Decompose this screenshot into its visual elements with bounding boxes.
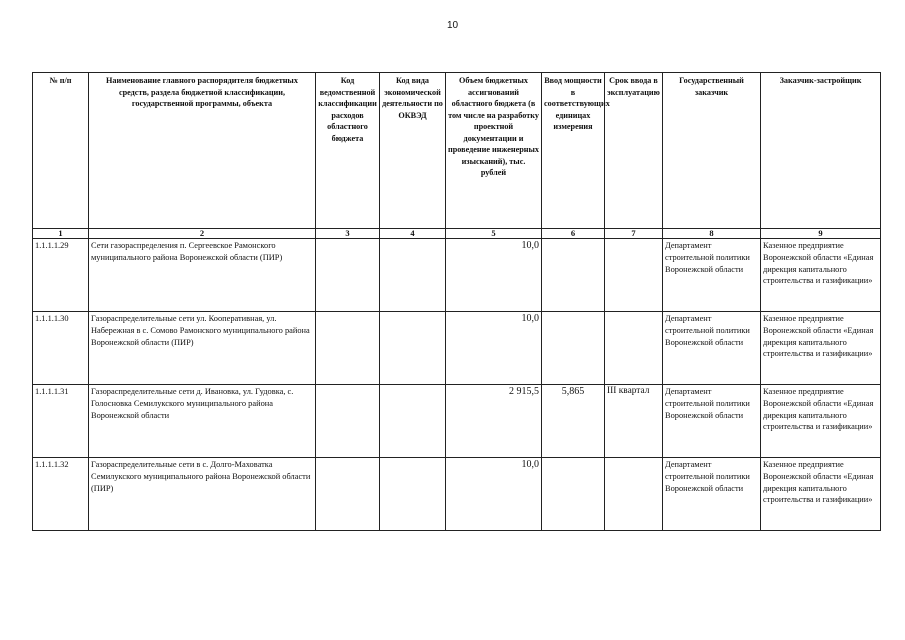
capacity: 5,865 [542, 385, 605, 458]
dept-code [316, 312, 380, 385]
budget-table [32, 72, 881, 531]
header-col-name: Наименование главного распорядителя бюджетных средств, раздела бюджетной классификации, государственной программы, объекта [89, 73, 316, 229]
table-row [33, 385, 881, 458]
okved-code [380, 312, 446, 385]
row-number: 1.1.1.1.32 [33, 458, 89, 531]
table-row [33, 458, 881, 531]
header-col-term: Срок ввода в эксплуатацию [605, 73, 663, 229]
header-row [33, 73, 881, 229]
header-col-num: № п/п [33, 73, 89, 229]
okved-code [380, 458, 446, 531]
row-number: 1.1.1.1.31 [33, 385, 89, 458]
okved-code [380, 239, 446, 312]
state-customer: Департамент строительной политики Воронежской области [663, 385, 761, 458]
commission-term [605, 458, 663, 531]
dept-code [316, 458, 380, 531]
okved-code [380, 385, 446, 458]
dept-code [316, 385, 380, 458]
column-number: 3 [316, 229, 380, 239]
dept-code [316, 239, 380, 312]
table-row [33, 239, 881, 312]
column-number: 5 [446, 229, 542, 239]
state-customer: Департамент строительной политики Воронежской области [663, 239, 761, 312]
commission-term [605, 239, 663, 312]
row-number: 1.1.1.1.29 [33, 239, 89, 312]
column-number: 1 [33, 229, 89, 239]
commission-term [605, 312, 663, 385]
state-customer: Департамент строительной политики Воронежской области [663, 312, 761, 385]
header-col-okved: Код вида экономической деятельности по ОКВЭД [380, 73, 446, 229]
column-number: 7 [605, 229, 663, 239]
page-number: 10 [446, 20, 459, 31]
budget-volume: 10,0 [446, 239, 542, 312]
object-name: Газораспределительные сети ул. Кооперативная, ул. Набережная в с. Сомово Рамонского муниципального района Воронежской области (ПИР) [89, 312, 316, 385]
budget-volume: 10,0 [446, 458, 542, 531]
developer: Казенное предприятие Воронежской области «Единая дирекция капитального строительства и газификации» [761, 458, 881, 531]
column-number: 8 [663, 229, 761, 239]
row-number: 1.1.1.1.30 [33, 312, 89, 385]
object-name: Газораспределительные сети д. Ивановка, ул. Гудовка, с. Голосновка Семилукского муниципального района Воронежской области [89, 385, 316, 458]
commission-term: III квартал [605, 385, 663, 458]
developer: Казенное предприятие Воронежской области «Единая дирекция капитального строительства и газификации» [761, 239, 881, 312]
table-row [33, 312, 881, 385]
budget-volume: 2 915,5 [446, 385, 542, 458]
capacity [542, 312, 605, 385]
column-number: 4 [380, 229, 446, 239]
column-numbers-row [33, 229, 881, 239]
state-customer: Департамент строительной политики Воронежской области [663, 458, 761, 531]
header-col-developer: Заказчик-застройщик [761, 73, 881, 229]
column-number: 2 [89, 229, 316, 239]
capacity [542, 458, 605, 531]
object-name: Газораспределительные сети в с. Долго-Маховатка Семилукского муниципального района Воронежской области (ПИР) [89, 458, 316, 531]
developer: Казенное предприятие Воронежской области «Единая дирекция капитального строительства и газификации» [761, 312, 881, 385]
object-name: Сети газораспределения п. Сергеевское Рамонского муниципального района Воронежской области (ПИР) [89, 239, 316, 312]
budget-volume: 10,0 [446, 312, 542, 385]
header-col-dept-code: Код ведомственной классификации расходов областного бюджета [316, 73, 380, 229]
header-col-capacity: Ввод мощности в соответствующих единицах измерения [542, 73, 605, 229]
column-number: 9 [761, 229, 881, 239]
capacity [542, 239, 605, 312]
column-number: 6 [542, 229, 605, 239]
developer: Казенное предприятие Воронежской области «Единая дирекция капитального строительства и газификации» [761, 385, 881, 458]
header-col-customer: Государственный заказчик [663, 73, 761, 229]
header-col-volume: Объем бюджетных ассигнований областного бюджета (в том числе на разработку проектной документации и проведение инженерных изысканий), тыс. рублей [446, 73, 542, 229]
